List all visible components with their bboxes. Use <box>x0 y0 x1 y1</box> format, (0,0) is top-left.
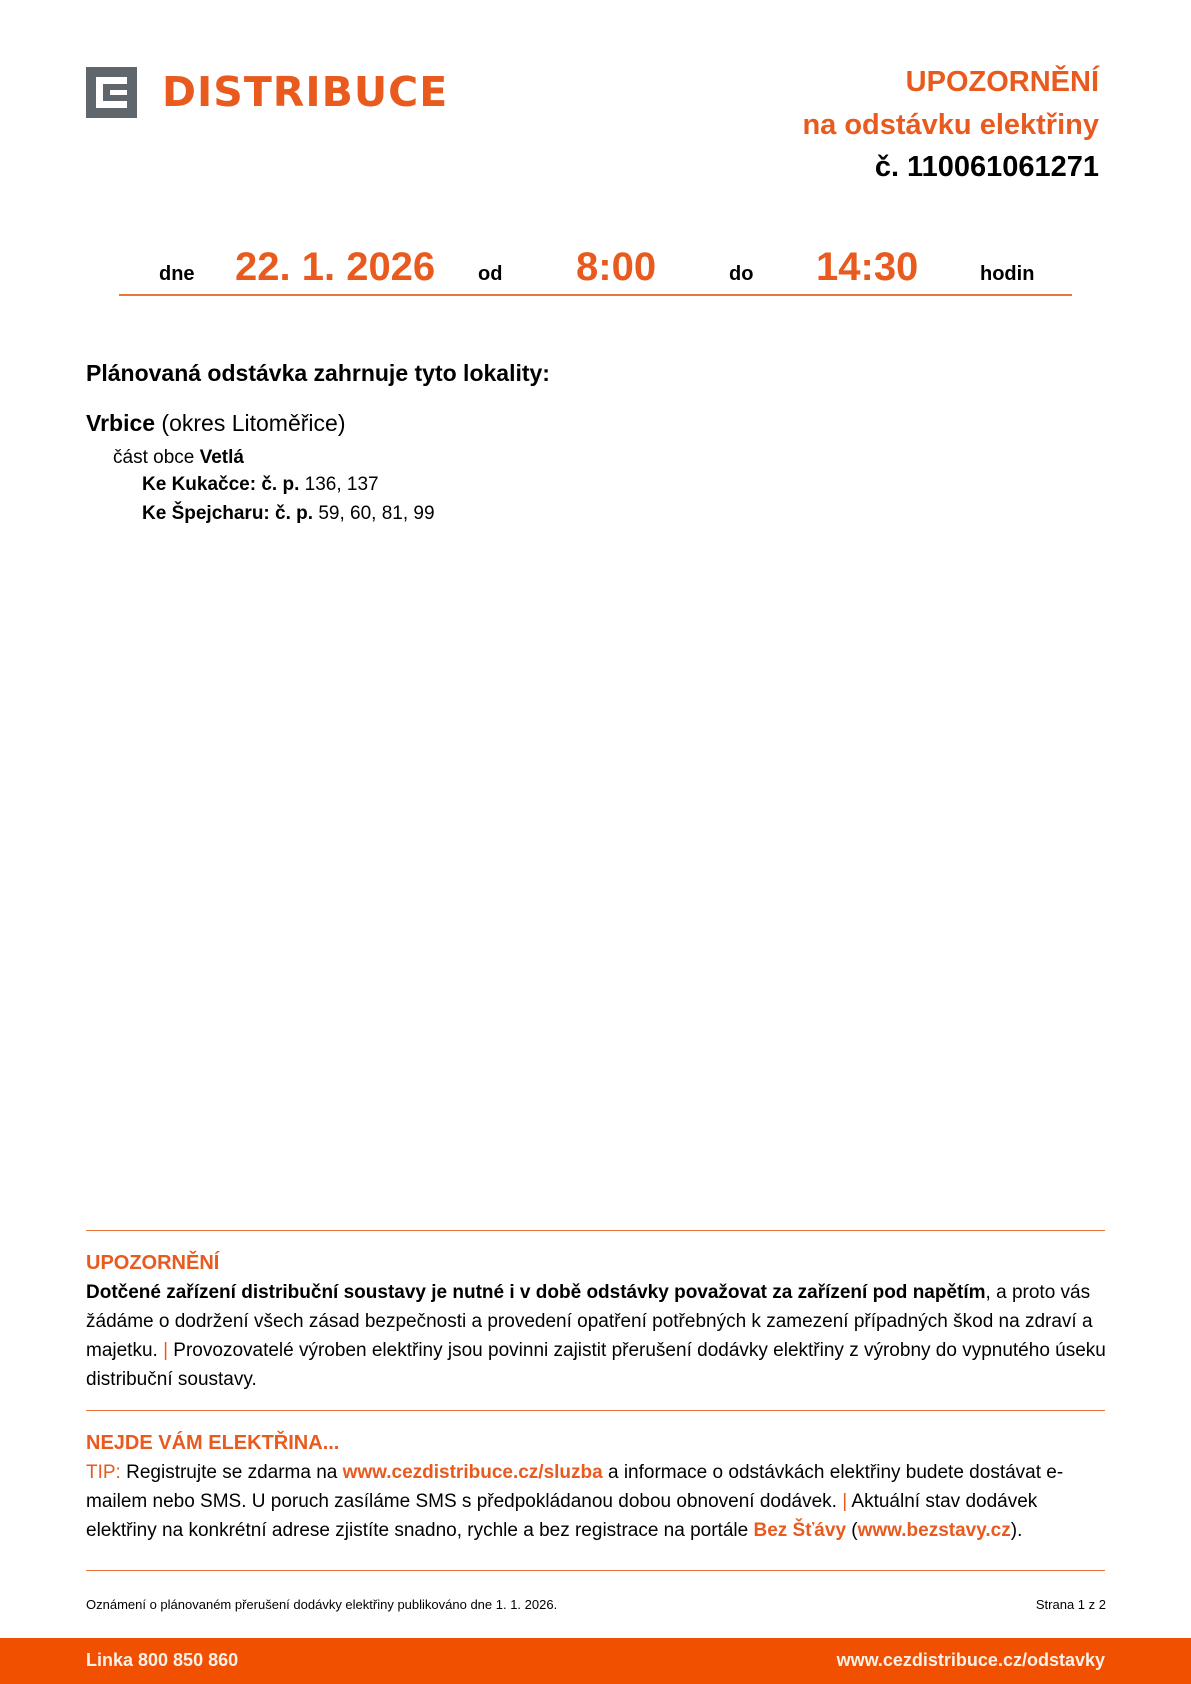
notice-number: č. 110061061271 <box>874 151 1099 183</box>
from-label: od <box>478 263 503 285</box>
locality-part <box>113 447 244 469</box>
notice-header <box>802 60 1099 188</box>
cez-logo-icon <box>86 67 137 118</box>
portal-name: Bez Šťávy <box>753 1520 847 1541</box>
section-divider <box>86 1410 1105 1411</box>
bezstavy-link[interactable]: www.bezstavy.cz <box>857 1520 1011 1541</box>
warning-bold-text: Dotčené zařízení distribuční soustavy je nutné i v době odstávky považovat za zařízení pod napětím <box>86 1282 986 1303</box>
house-numbers: 59, 60, 81, 99 <box>313 503 435 524</box>
street-item <box>142 474 379 496</box>
no-power-title: NEJDE VÁM ELEKTŘINA... <box>86 1432 340 1454</box>
tip-text-part: ( <box>846 1520 858 1541</box>
part-name: Vetlá <box>199 447 244 468</box>
separator: | <box>842 1491 848 1512</box>
no-power-text <box>86 1458 1108 1545</box>
house-numbers: 136, 137 <box>299 474 379 495</box>
notice-title: UPOZORNĚNÍ <box>905 66 1099 98</box>
tip-text-part: ). <box>1010 1520 1023 1541</box>
city-name: Vrbice <box>86 410 156 436</box>
warning-title: UPOZORNĚNÍ <box>86 1252 220 1274</box>
street-name: Ke Kukačce: č. p. <box>142 474 300 495</box>
tip-label: TIP: <box>86 1462 121 1483</box>
outage-schedule <box>119 240 1072 296</box>
logo-text: DISTRIBUCE <box>162 68 449 116</box>
hours-label: hodin <box>980 263 1035 285</box>
outage-date: 22. 1. 2026 <box>235 245 436 289</box>
hotline: Linka 800 850 860 <box>86 1650 239 1670</box>
district-name: (okres Litoměřice) <box>155 410 346 436</box>
tip-text-part: Aktuální stav dodávek elektřiny na konkrétní adrese zjistíte snadno, rychle a bez registrace na portále <box>86 1491 1038 1541</box>
locality-city <box>86 410 345 437</box>
cez-distribuce-logo <box>86 67 448 118</box>
part-prefix: část obce <box>113 447 200 468</box>
street-item <box>142 503 435 525</box>
page-number: Strana 1 z 2 <box>1035 1597 1106 1612</box>
registration-link[interactable]: www.cezdistribuce.cz/sluzba <box>342 1462 603 1483</box>
warning-text-part: Provozovatelé výroben elektřiny jsou povinni zajistit přerušení dodávky elektřiny z výrobny do vypnutého úseku distribuční soustavy. <box>86 1340 1106 1390</box>
publication-note: Oznámení o plánovaném přerušení dodávky elektřiny publikováno dne 1. 1. 2026. <box>86 1597 558 1612</box>
tip-text-part: a informace o odstávkách elektřiny budete dostávat e-mailem nebo SMS. U poruch zasíláme SMS s předpokládanou dobou obnovení dodávek. <box>86 1462 1064 1512</box>
date-label: dne <box>159 263 195 285</box>
to-label: do <box>729 263 754 285</box>
street-name: Ke Špejcharu: č. p. <box>142 503 314 524</box>
outage-start-time: 8:00 <box>576 245 657 289</box>
notice-subtitle: na odstávku elektřiny <box>802 109 1099 141</box>
warning-text-part: , a proto vás žádáme o dodržení všech zásad bezpečnosti a provedení opatření potřebných k zamezení případných škod na zdraví a majetku. <box>86 1282 1093 1361</box>
outages-website-link[interactable]: www.cezdistribuce.cz/odstavky <box>836 1650 1105 1670</box>
localities-heading: Plánovaná odstávka zahrnuje tyto lokality: <box>86 360 550 386</box>
tip-text-part: Registrujte se zdarma na <box>120 1462 343 1483</box>
footer-bar <box>0 1638 1191 1684</box>
outage-end-time: 14:30 <box>816 245 919 289</box>
warning-text <box>86 1278 1108 1394</box>
separator: | <box>163 1340 169 1361</box>
section-divider <box>86 1230 1105 1231</box>
section-divider <box>86 1570 1105 1571</box>
